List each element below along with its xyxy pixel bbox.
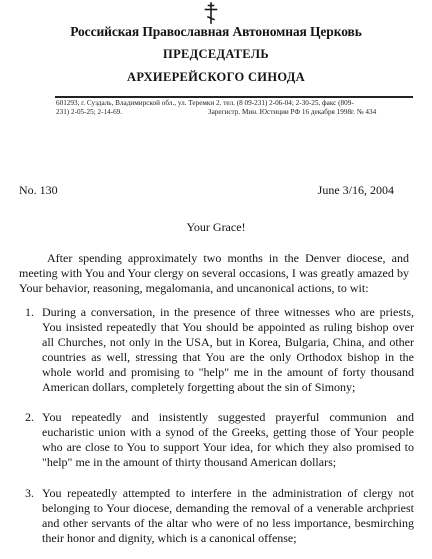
list-item-number: 1. (25, 305, 34, 319)
letter-number: No. 130 (19, 183, 58, 197)
letterhead-title-chairman: ПРЕДСЕДАТЕЛЬ (163, 47, 269, 61)
letterhead-contacts (56, 108, 377, 116)
letter-intro-paragraph: After spending approximately two months in the Denver diocese, and meeting with You and Your clergy on several occasions, I was greatly amazed by Your behavior, reasoning, megalomania, and uncanonical actions, to wit: (19, 251, 409, 295)
letterhead-phone: 231) 2-05-25; 2-14-69. (56, 108, 123, 116)
letter-date: June 3/16, 2004 (317, 183, 394, 197)
letterhead-address: 601293, г. Суздаль, Владимирской обл., ул. Теремки 2. тел. (8 09-231) 2-06-04; 2-30-25, факс (809- (56, 99, 354, 107)
list-item (19, 305, 414, 395)
orthodox-cross-icon (204, 2, 218, 24)
letterhead-divider (55, 96, 413, 98)
list-item-text: You repeatedly attempted to interfere in the administration of clergy not belonging to Your diocese, demanding the removal of a venerable archpriest and other servants of the altar who were of no less importance, besmirching their honor and dignity, which is a canonical offense; (42, 486, 414, 545)
list-item (19, 410, 414, 470)
list-item-text: During a conversation, in the presence of three witnesses who are priests, You insisted repeatedly that You should be appointed as ruling bishop over all Churches, not only in the USA, but in Korea, Bulgaria, China, and other countries as well, stressing that You are the only Orthodox bishop in the whole world and promising to "help" me in the amount of forty thousand American dollars, completely forgetting about the sin of Simony; (42, 305, 414, 394)
list-item-text: You repeatedly and insistently suggested prayerful communion and eucharistic union with a synod of the Greeks, getting those of Your people who are close to You to support Your idea, for which they also promised to "help" me in the amount of thirty thousand American dollars; (42, 410, 414, 469)
church-name: Российская Православная Автономная Церковь (70, 24, 362, 39)
list-item-number: 3. (25, 486, 34, 500)
list-item (19, 486, 414, 546)
list-item-number: 2. (25, 410, 34, 424)
letterhead-title-synod: АРХИЕРЕЙСКОГО СИНОДА (127, 70, 305, 84)
letter-greeting: Your Grace! (186, 220, 246, 234)
letterhead-registration: Зарегистр. Мин. Юстиции РФ 16 декабря 1998г. № 434 (208, 108, 377, 116)
